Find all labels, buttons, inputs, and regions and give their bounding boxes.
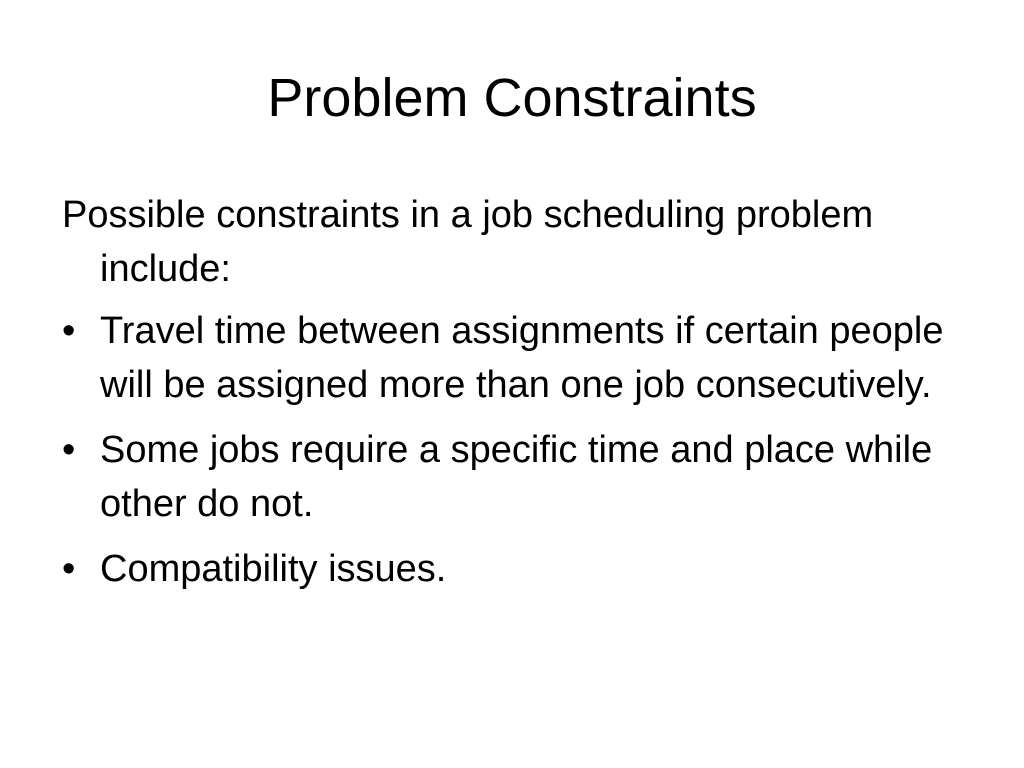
bullet-icon: • (62, 429, 76, 471)
bullet-item-compatibility (62, 542, 992, 596)
bullet-list (62, 304, 992, 596)
slide-body (62, 188, 992, 607)
bullet-item-travel-time (62, 304, 992, 412)
bullet-text-travel-time: Travel time between assignments if certain people will be assigned more than one job consecutively. (100, 310, 944, 406)
bullet-text-compatibility: Compatibility issues. (100, 548, 447, 590)
bullet-icon: • (62, 548, 76, 590)
slide-title: Problem Constraints (267, 68, 757, 128)
bullet-text-specific-time: Some jobs require a specific time and place while other do not. (100, 429, 933, 525)
intro-text: Possible constraints in a job scheduling problem include: (62, 194, 874, 290)
bullet-icon: • (62, 310, 76, 352)
bullet-item-specific-time (62, 423, 992, 531)
